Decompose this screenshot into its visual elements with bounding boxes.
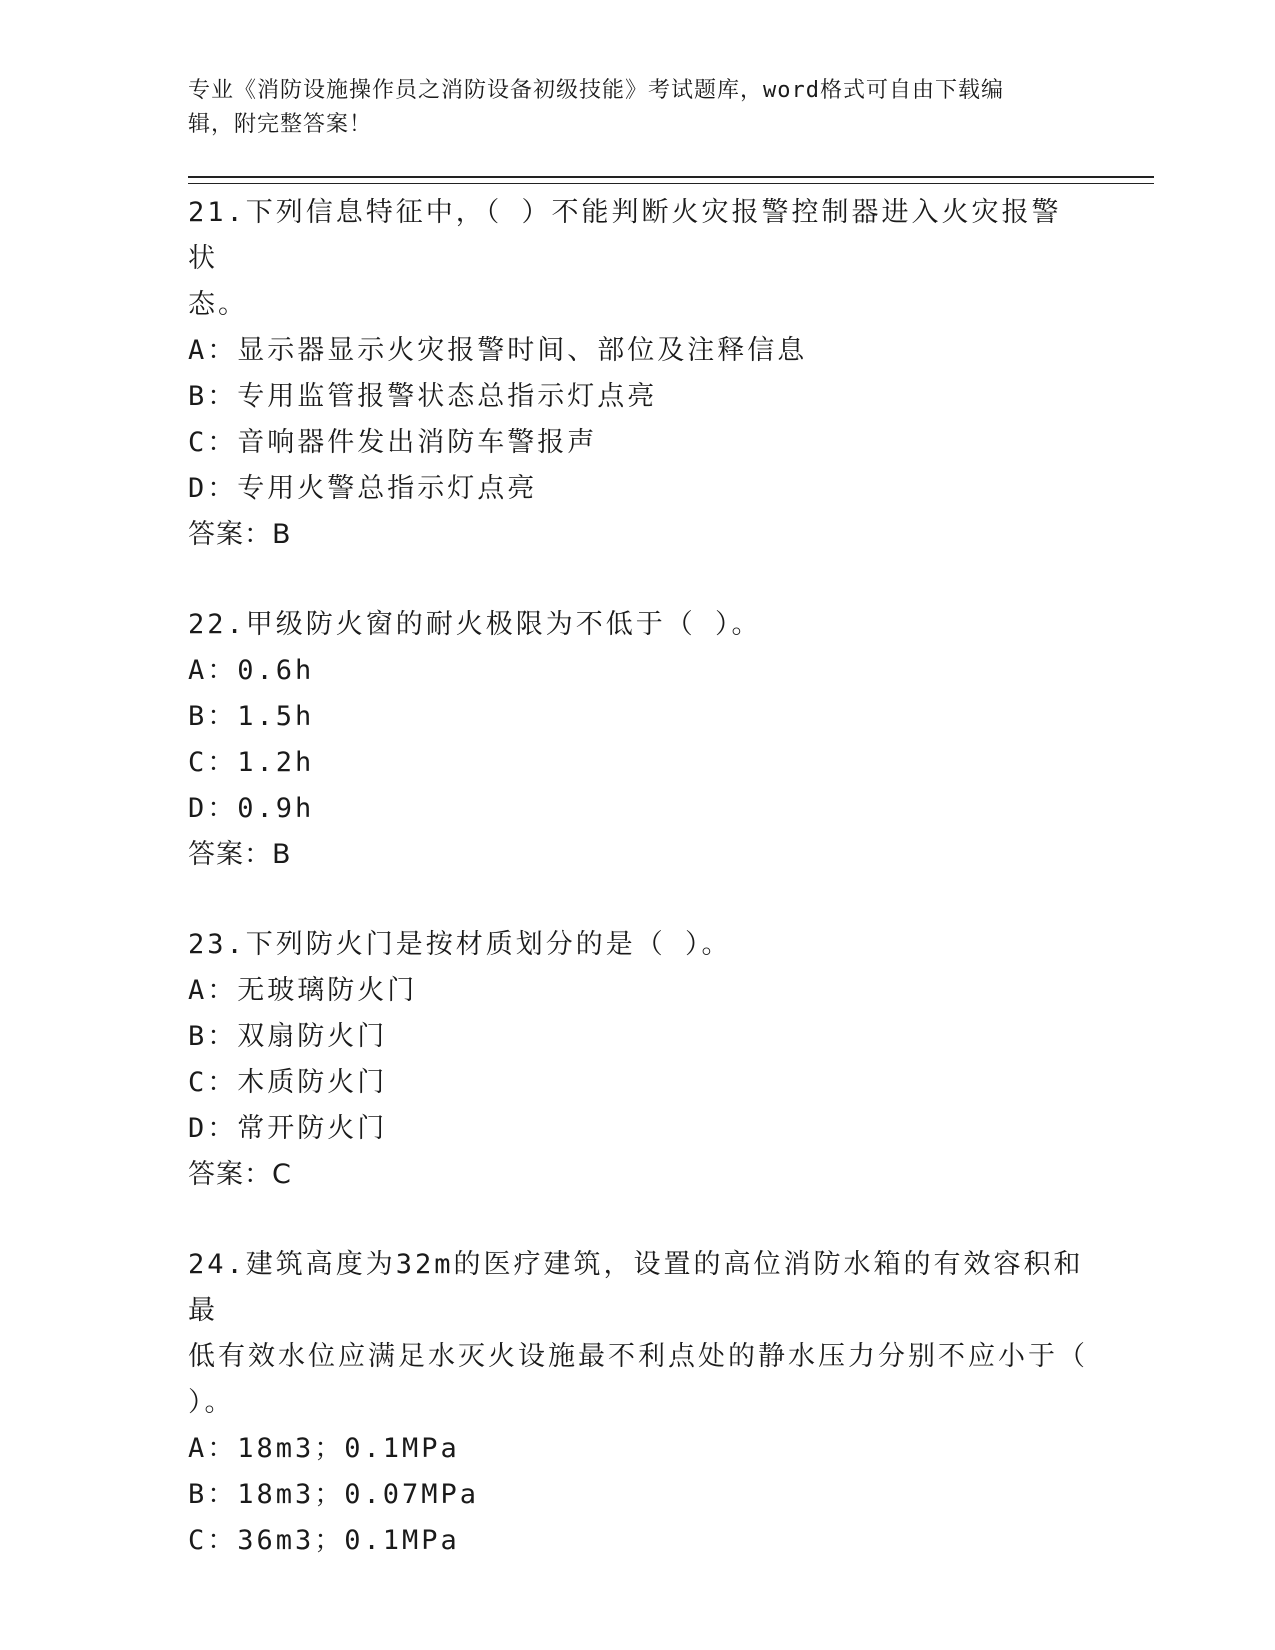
option-b: B：1.5h — [188, 701, 315, 732]
header-divider-thick — [188, 176, 1154, 178]
question-21 — [188, 190, 1088, 558]
document-header — [188, 74, 1068, 142]
option-c: C：木质防火门 — [188, 1067, 388, 1098]
option-c: C：36m3；0.1MPa — [188, 1525, 460, 1556]
question-stem-line: ）。 — [188, 1387, 235, 1418]
option-d: D：常开防火门 — [188, 1113, 388, 1144]
question-23 — [188, 922, 1088, 1198]
option-a: A：0.6h — [188, 655, 315, 686]
header-line-1: 专业《消防设施操作员之消防设备初级技能》考试题库，word格式可自由下载编 — [188, 78, 1004, 103]
option-c: C：1.2h — [188, 747, 315, 778]
question-22 — [188, 602, 1088, 878]
option-a: A：无玻璃防火门 — [188, 975, 418, 1006]
question-list — [188, 190, 1088, 1608]
option-a: A：显示器显示火灾报警时间、部位及注释信息 — [188, 335, 808, 366]
question-stem-line: 低有效水位应满足水灭火设施最不利点处的静水压力分别不应小于（ — [188, 1341, 1088, 1372]
header-divider-thin — [188, 183, 1154, 184]
question-stem-line: 22.甲级防火窗的耐火极限为不低于（ ）。 — [188, 609, 762, 640]
option-d: D：0.9h — [188, 793, 315, 824]
option-a: A：18m3；0.1MPa — [188, 1433, 460, 1464]
header-line-2: 辑，附完整答案！ — [188, 112, 373, 137]
option-b: B：18m3；0.07MPa — [188, 1479, 480, 1510]
answer-line: 答案：C — [188, 1159, 292, 1190]
answer-line: 答案：B — [188, 519, 292, 550]
question-stem-line: 21.下列信息特征中，（ ）不能判断火灾报警控制器进入火灾报警状 — [188, 197, 1062, 274]
question-stem-line: 态。 — [188, 289, 248, 320]
answer-line: 答案：B — [188, 839, 292, 870]
question-stem-line: 24.建筑高度为32m的医疗建筑，设置的高位消防水箱的有效容积和最 — [188, 1249, 1084, 1326]
question-stem-line: 23.下列防火门是按材质划分的是（ ）。 — [188, 929, 732, 960]
question-24 — [188, 1242, 1088, 1564]
option-d: D：专用火警总指示灯点亮 — [188, 473, 538, 504]
option-b: B：专用监管报警状态总指示灯点亮 — [188, 381, 658, 412]
option-b: B：双扇防火门 — [188, 1021, 388, 1052]
option-c: C：音响器件发出消防车警报声 — [188, 427, 598, 458]
